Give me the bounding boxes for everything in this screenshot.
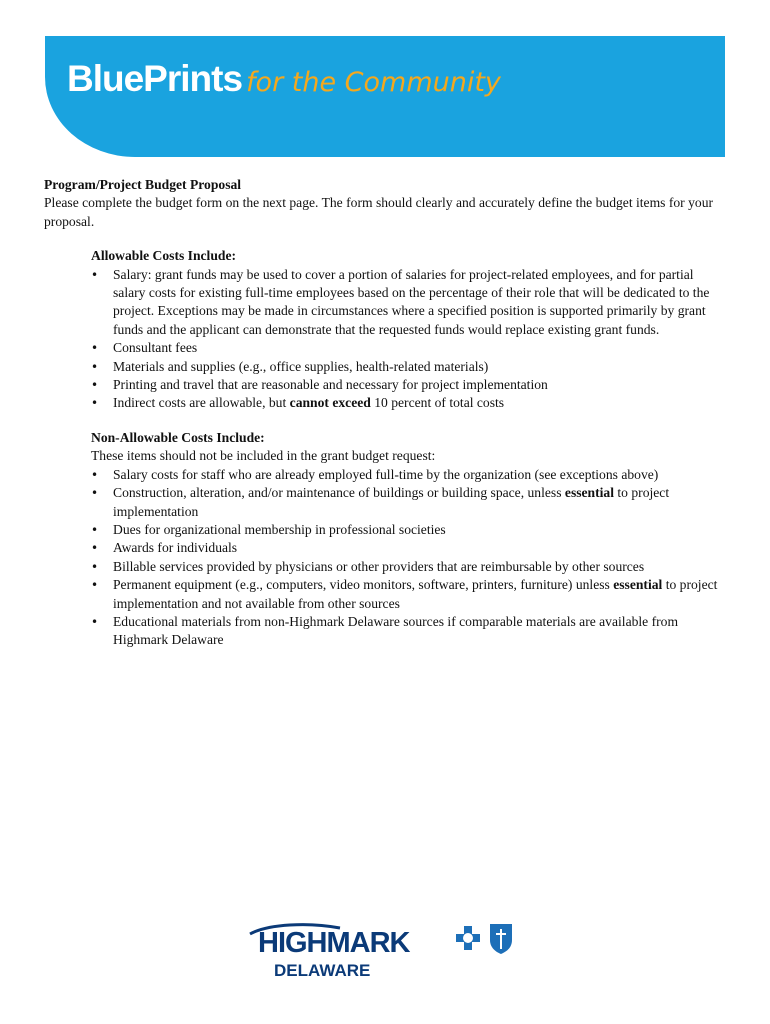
indirect-text-pre: Indirect costs are allowable, but — [113, 395, 290, 411]
allowable-section — [91, 247, 724, 413]
document-body — [44, 176, 724, 666]
document-intro: Please complete the budget form on the next page. The form should clearly and accurately define the budget items for your proposal. — [44, 195, 714, 229]
blue-shield-icon — [490, 924, 512, 954]
item-text-bold: essential — [613, 577, 663, 593]
item-text-pre: Permanent equipment (e.g., computers, video monitors, software, printers, furniture) unless — [113, 577, 614, 593]
list-item: • Salary: grant funds may be used to cover a portion of salaries for project-related employees, and for partial salary costs for existing full-time employees based on the percentage of their role that will be dedicated to the project. Exceptions may be made in circumstances where a specified position is supported primarily by grant funds and the applicant can demonstrate that the requested funds would replace existing grant funds. — [91, 266, 724, 340]
list-item: • Billable services provided by physicians or other providers that are reimbursable by other sources — [91, 558, 724, 576]
logo-sub-text: DELAWARE — [274, 961, 371, 980]
list-item — [91, 394, 724, 412]
list-item: • Salary costs for staff who are already employed full-time by the organization (see exceptions above) — [91, 466, 724, 484]
document-title: Program/Project Budget Proposal — [44, 177, 242, 192]
item-text-post: to project implementation and not available from other sources — [113, 577, 718, 611]
list-item: • Printing and travel that are reasonable and necessary for project implementation — [91, 376, 724, 394]
list-item: • Awards for individuals — [91, 539, 724, 557]
list-item: • Consultant fees — [91, 339, 724, 357]
item-text-pre: Construction, alteration, and/or maintenance of buildings or building space, unless — [113, 485, 565, 501]
brand-tagline-text: for the Community — [246, 67, 501, 98]
blue-cross-icon — [456, 926, 480, 950]
non-allowable-list — [91, 466, 724, 650]
brand-main-text: BluePrints — [67, 58, 243, 99]
list-item: • Dues for organizational membership in professional societies — [91, 521, 724, 539]
indirect-text-post: 10 percent of total costs — [370, 395, 505, 411]
list-item — [91, 484, 724, 521]
item-text-post: to project implementation — [113, 485, 670, 519]
non-allowable-section — [91, 429, 724, 650]
list-item: • Educational materials from non-Highmark Delaware sources if comparable materials are available from Highmark Delaware — [91, 613, 724, 650]
brand-logo — [67, 58, 501, 100]
list-item — [91, 576, 724, 613]
highmark-delaware-logo — [248, 918, 528, 988]
logo-name-text: HIGHMARK — [258, 927, 410, 959]
indirect-text-bold: cannot exceed — [289, 395, 371, 411]
allowable-heading: Allowable Costs Include: — [91, 248, 237, 264]
non-allowable-heading: Non-Allowable Costs Include: — [91, 429, 265, 445]
allowable-list — [91, 266, 724, 413]
header-banner — [45, 36, 725, 157]
item-text-bold: essential — [564, 485, 614, 501]
non-allowable-intro: These items should not be included in the grant budget request: — [91, 448, 436, 464]
list-item: • Materials and supplies (e.g., office supplies, health-related materials) — [91, 358, 724, 376]
